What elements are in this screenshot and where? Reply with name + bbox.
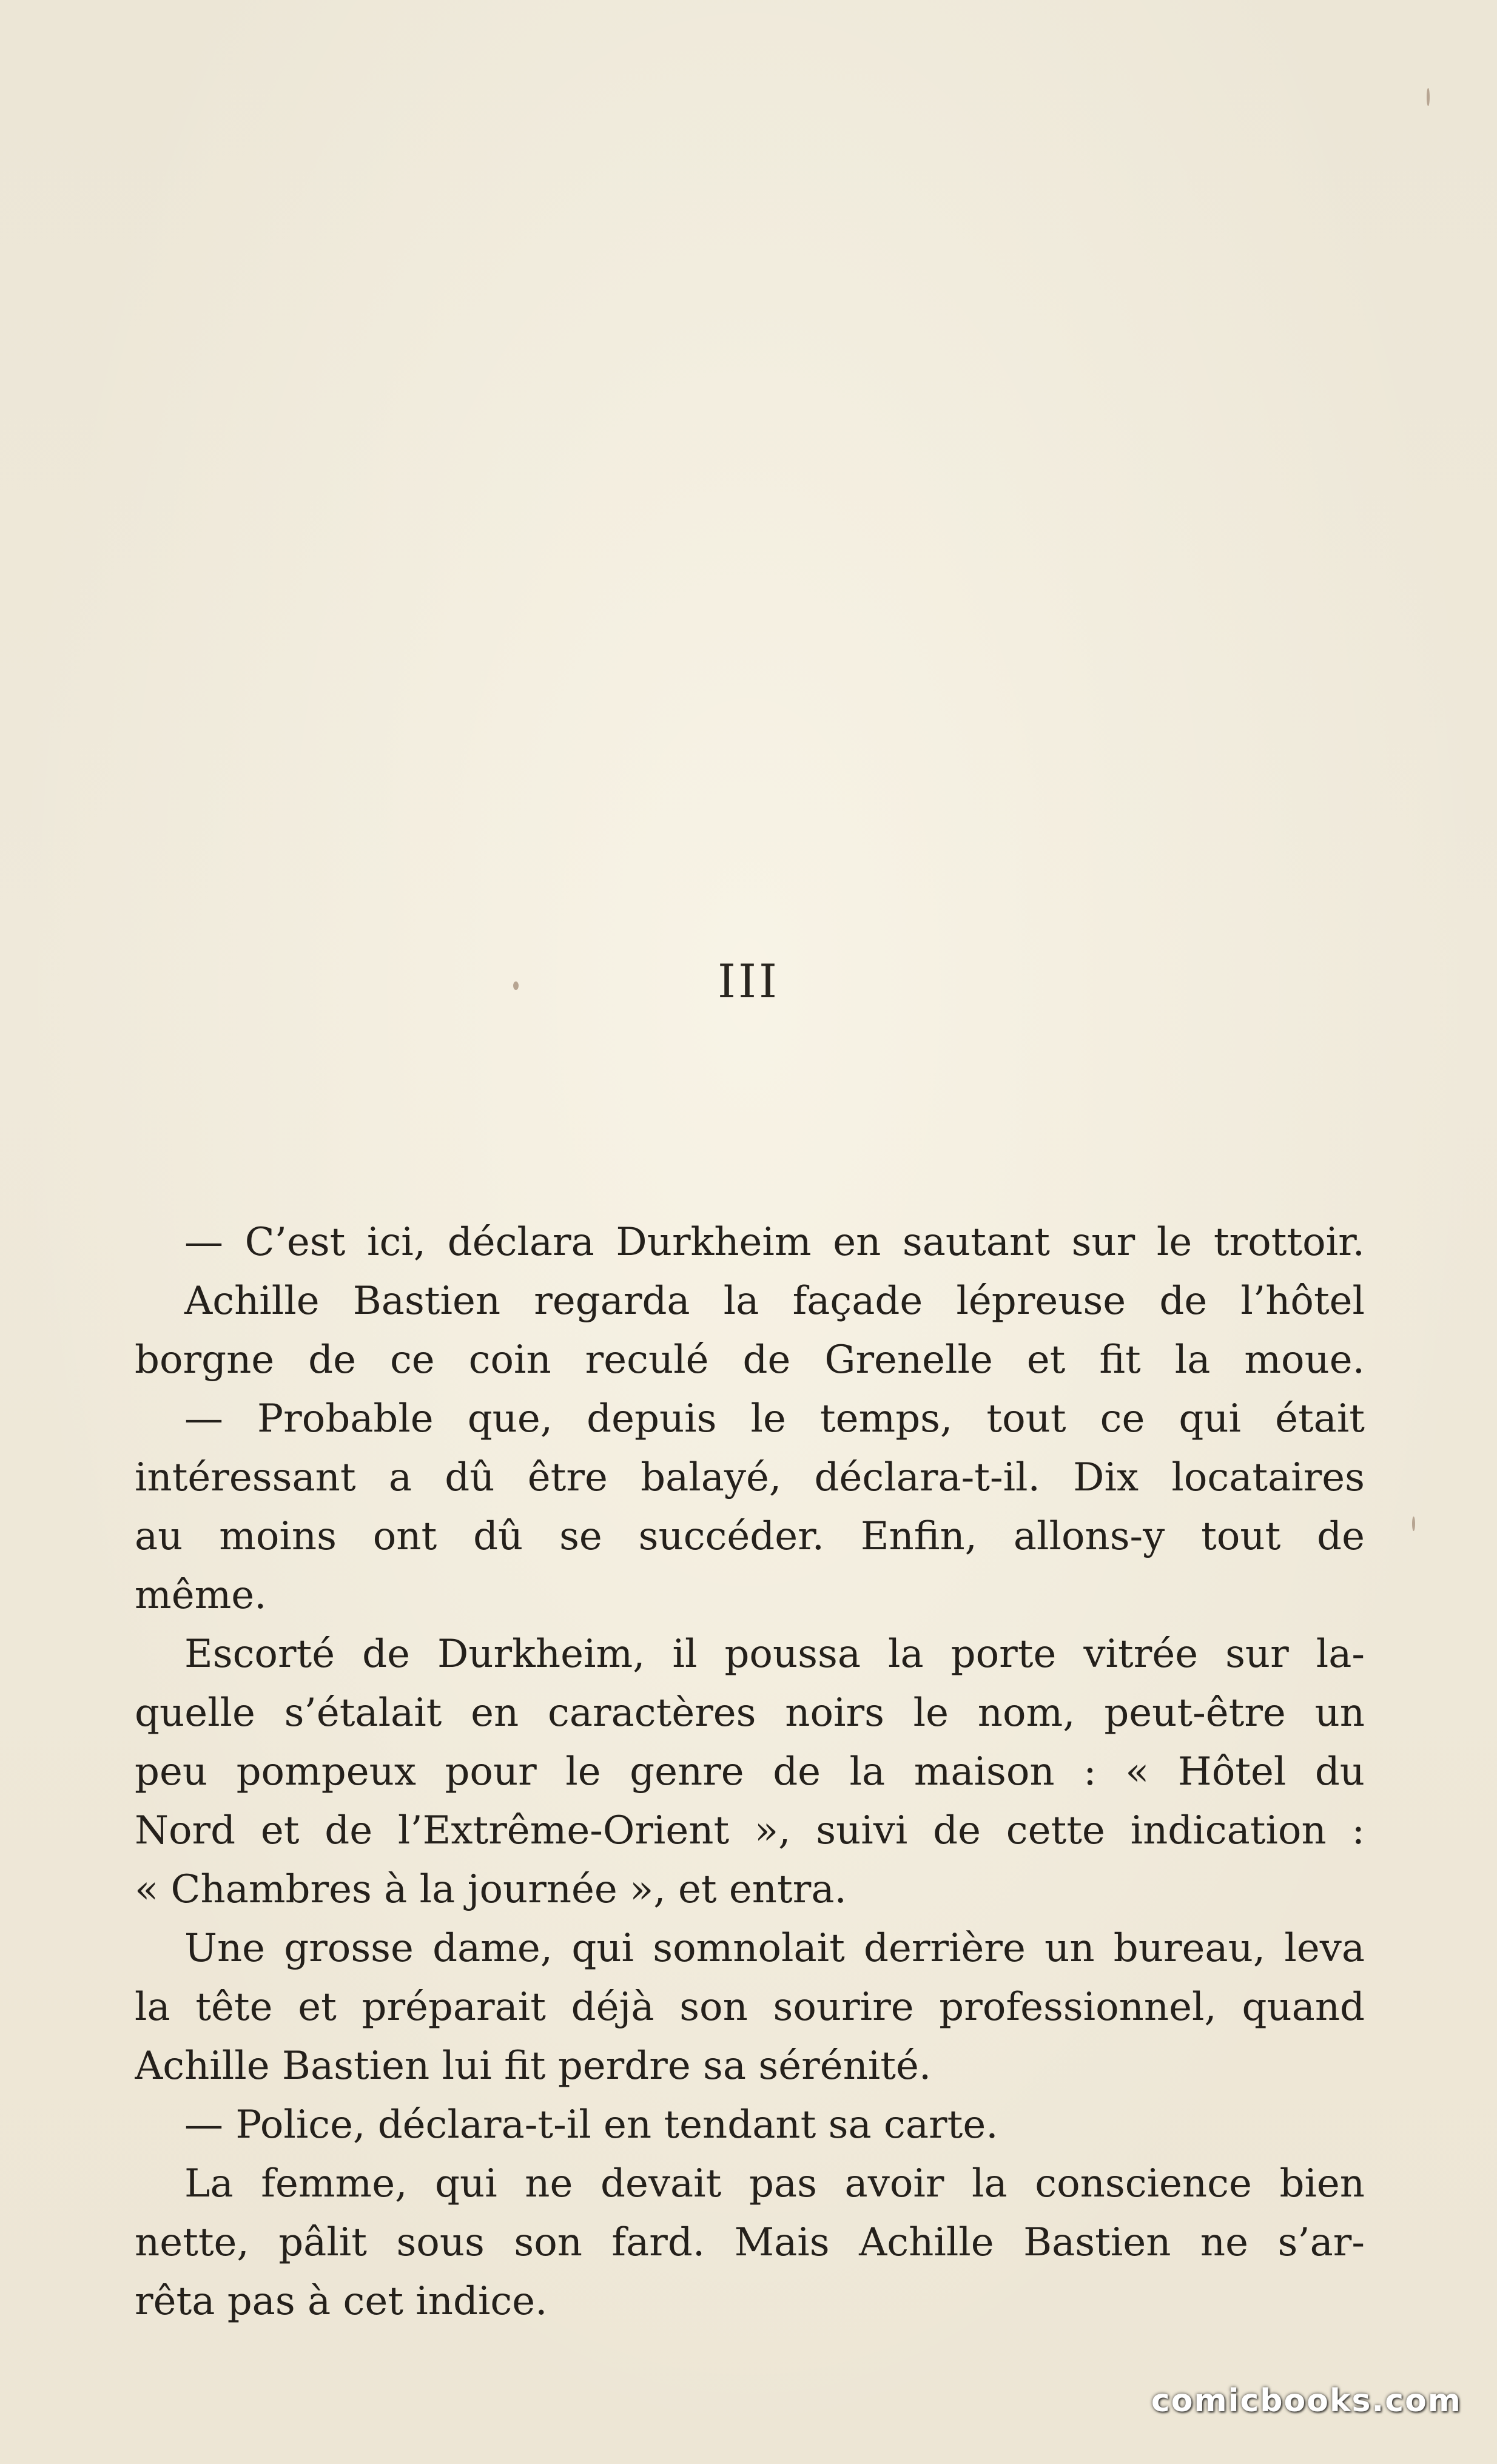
text-line: Une grosse dame, qui somnolait derrière un bureau, leva [184, 1926, 1365, 1971]
watermark: comicbooks.com [1151, 2383, 1462, 2419]
body-text [135, 1213, 1365, 2331]
text-line: Escorté de Durkheim, il poussa la porte vitrée sur la- [184, 1632, 1365, 1677]
text-line: — Police, déclara-t-il en tendant sa carte. [184, 2102, 998, 2147]
text-line: — Probable que, depuis le temps, tout ce qui était [184, 1396, 1365, 1441]
text-line: quelle s’étalait en caractères noirs le nom, peut-être un [135, 1691, 1365, 1735]
text-line: borgne de ce coin reculé de Grenelle et fit la moue. [135, 1338, 1365, 1382]
text-line: au moins ont dû se succéder. Enfin, allons-y tout de [135, 1514, 1365, 1559]
text-line: Nord et de l’Extrême-Orient », suivi de cette indication : [135, 1808, 1365, 1853]
paper-speck [1427, 88, 1430, 106]
text-line: Achille Bastien regarda la façade lépreuse de l’hôtel [184, 1279, 1365, 1324]
text-line: même. [135, 1573, 267, 1618]
text-line: intéressant a dû être balayé, déclara-t-il. Dix locataires [135, 1455, 1365, 1500]
text-line: La femme, qui ne devait pas avoir la conscience bien [184, 2161, 1365, 2206]
chapter-title: III [717, 954, 780, 1008]
text-line: nette, pâlit sous son fard. Mais Achille Bastien ne s’ar- [135, 2220, 1365, 2265]
text-line: Achille Bastien lui fit perdre sa sérénité. [135, 2044, 932, 2089]
text-line: — C’est ici, déclara Durkheim en sautant sur le trottoir. [184, 1220, 1365, 1265]
text-line: rêta pas à cet indice. [135, 2279, 548, 2324]
paper-speck [1412, 1516, 1415, 1531]
text-line: la tête et préparait déjà son sourire professionnel, quand [135, 1985, 1365, 2030]
text-line: peu pompeux pour le genre de la maison : « Hôtel du [135, 1749, 1365, 1794]
text-line: « Chambres à la journée », et entra. [135, 1867, 847, 1912]
